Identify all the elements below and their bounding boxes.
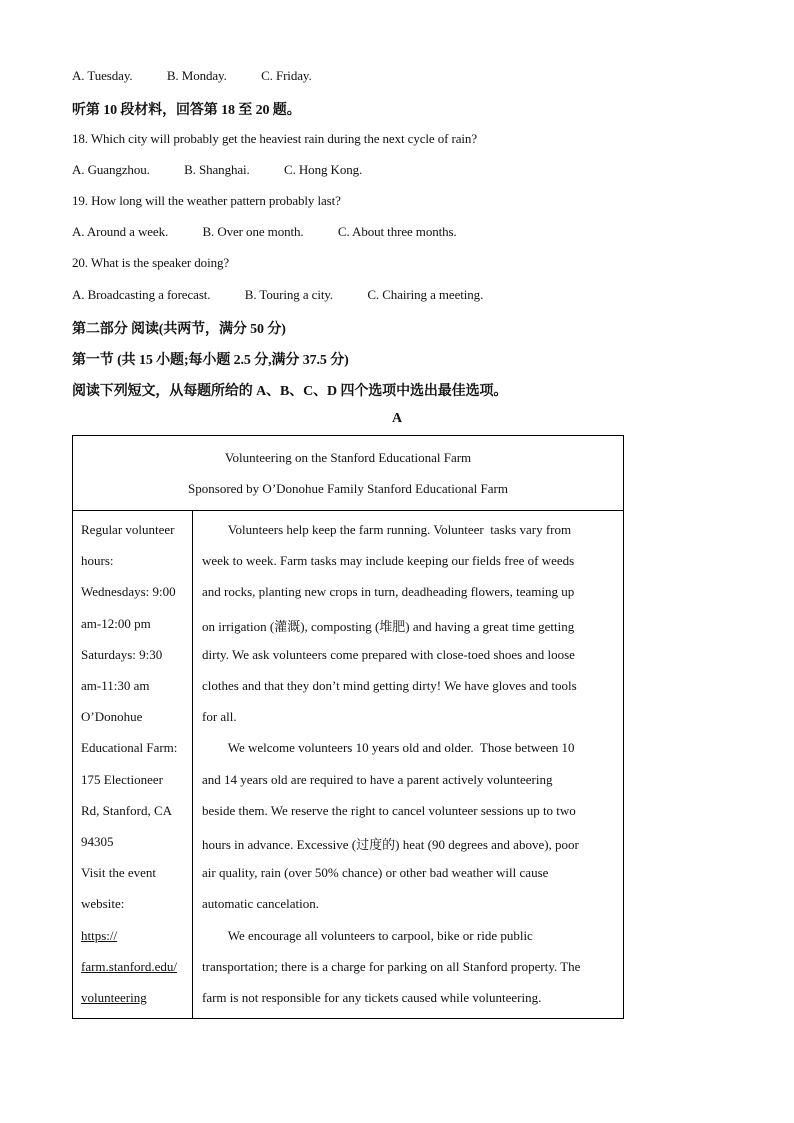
q19-question: 19. How long will the weather pattern probably last? [72,193,341,208]
part2-heading: 第二部分 阅读(共两节，满分 50 分) [72,322,286,337]
event-website-link[interactable]: https:// [81,928,118,943]
description-line: hours in advance. Excessive (过度的) heat (90 degrees and above), poor [202,837,579,852]
table-header [73,436,623,511]
description-line: air quality, rain (over 50% chance) or other bad weather will cause [202,865,549,880]
passage-table [72,435,624,1019]
q19-options [72,224,457,240]
option-b: B. Over one month. [202,224,304,239]
option-a: A. Tuesday. [72,68,133,83]
info-line: 94305 [81,834,114,849]
description-line: automatic cancelation. [202,896,319,911]
description-line: week to week. Farm tasks may include keeping our fields free of weeds [202,553,575,568]
description-line: clothes and that they don’t mind getting dirty! We have gloves and tools [202,678,577,693]
description-line: Volunteers help keep the farm running. Volunteer tasks vary from [202,522,572,537]
info-line: hours: [81,553,114,568]
option-b: B. Monday. [166,68,227,83]
info-column [73,510,193,1018]
table-title: Volunteering on the Stanford Educational Farm [224,450,472,465]
description-line: farm is not responsible for any tickets caused while volunteering. [202,990,542,1005]
q20-question: 20. What is the speaker doing? [72,255,230,270]
description-line: We encourage all volunteers to carpool, bike or ride public [202,928,533,943]
description-column [194,510,623,1018]
option-c: C. About three months. [337,224,457,239]
event-website-link[interactable]: farm.stanford.edu/ [81,959,178,974]
table-subtitle: Sponsored by O’Donohue Family Stanford Educational Farm [188,481,508,496]
info-line: website: [81,896,125,911]
info-line: Educational Farm: [81,740,178,755]
info-line: 175 Electioneer [81,772,163,787]
info-line: Saturdays: 9:30 [81,647,163,662]
option-c: C. Chairing a meeting. [367,287,484,302]
option-c: C. Hong Kong. [284,162,363,177]
section1-heading: 第一节 (共 15 小题;每小题 2.5 分,满分 37.5 分) [72,353,349,368]
description-line: on irrigation (灌溉), composting (堆肥) and having a great time getting [202,619,575,634]
option-a: A. Guangzhou. [72,162,150,177]
info-line: am-12:00 pm [81,616,151,631]
description-line: beside them. We reserve the right to cancel volunteer sessions up to two [202,803,576,818]
option-b: B. Touring a city. [244,287,334,302]
info-line: Regular volunteer [81,522,175,537]
description-line: and rocks, planting new crops in turn, deadheading flowers, teaming up [202,584,575,599]
info-line: am-11:30 am [81,678,150,693]
info-line: Wednesdays: 9:00 [81,584,176,599]
option-a: A. Broadcasting a forecast. [72,287,211,302]
q17-options [72,68,312,84]
info-line: Visit the event [81,865,157,880]
description-line: and 14 years old are required to have a parent actively volunteering [202,772,553,787]
description-line: We welcome volunteers 10 years old and older. Those between 10 [202,740,575,755]
q18-options [72,162,362,178]
passage-label: A [391,411,403,426]
info-line: O’Donohue [81,709,143,724]
description-line: for all. [202,709,237,724]
option-a: A. Around a week. [72,224,169,239]
q18-question: 18. Which city will probably get the heaviest rain during the next cycle of rain? [72,131,477,146]
event-website-link[interactable]: volunteering [81,990,147,1005]
description-line: dirty. We ask volunteers come prepared with close-toed shoes and loose [202,647,575,662]
section10-heading: 听第 10 段材料，回答第 18 至 20 题。 [72,103,301,118]
option-b: B. Shanghai. [184,162,250,177]
description-line: transportation; there is a charge for parking on all Stanford property. The [202,959,581,974]
q20-options [72,287,483,303]
instructions: 阅读下列短文，从每题所给的 A、B、C、D 四个选项中选出最佳选项。 [72,384,508,399]
option-c: C. Friday. [261,68,312,83]
info-line: Rd, Stanford, CA [81,803,172,818]
